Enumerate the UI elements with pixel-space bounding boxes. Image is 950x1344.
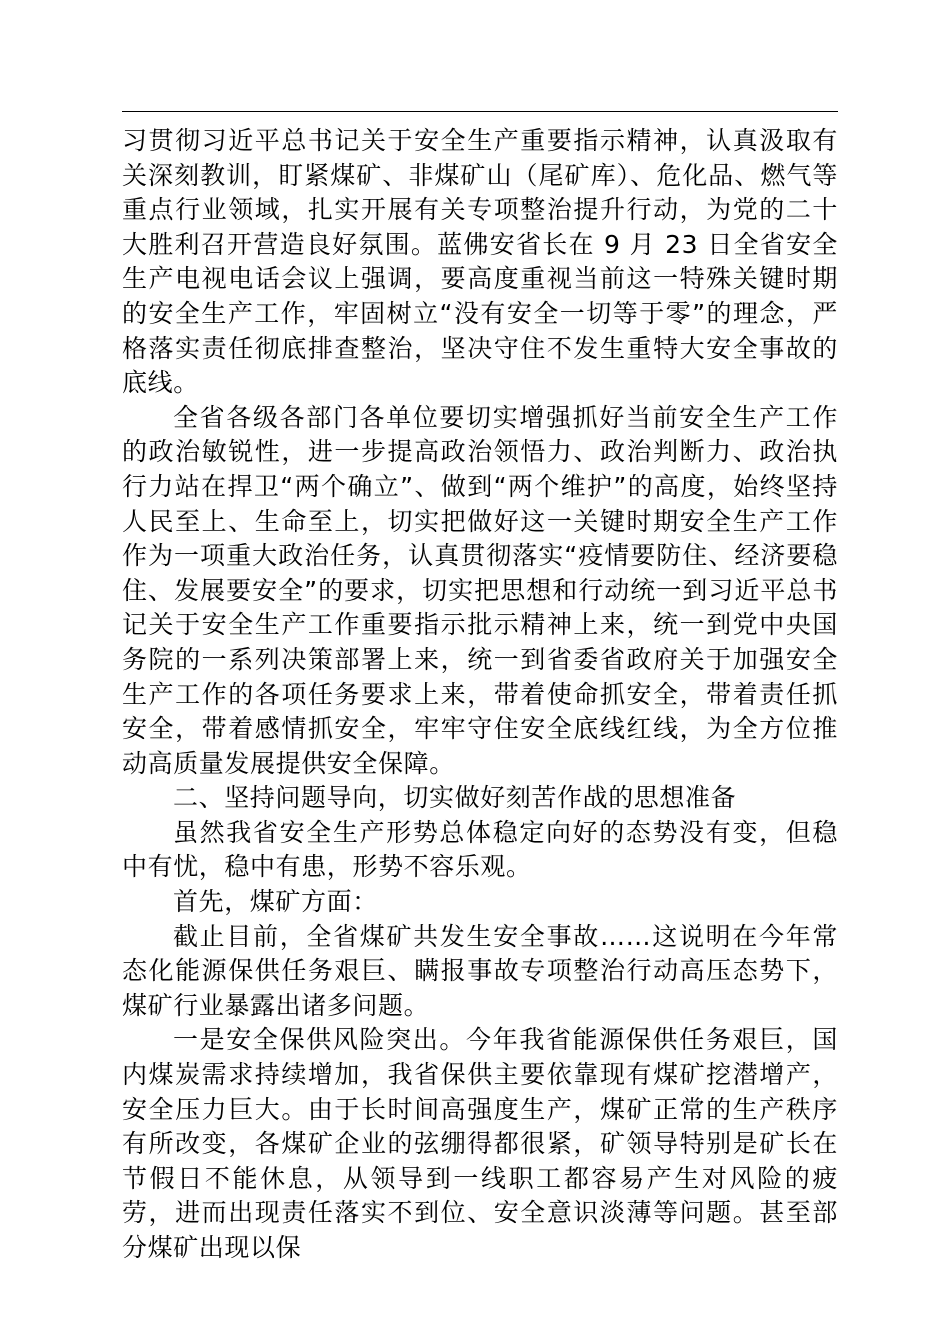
paragraph-continued: 习贯彻习近平总书记关于安全生产重要指示精神，认真汲取有关深刻教训，盯紧煤矿、非煤矿山（尾矿库）、危化品、燃气等重点行业领域，扎实开展有关专项整治提升行动，为党的二十大胜利召开营造良好氛围。蓝佛安省长在 9 月 23 日全省安全生产电视电话会议上强调，要高度重视当前这一特殊关键时期的安全生产工作，牢固树立“没有安全一切等于零”的理念，严格落实责任彻底排查整治，坚决守住不发生重特大安全事故的底线。: [122, 126, 838, 398]
paragraph: 虽然我省安全生产形势总体稳定向好的态势没有变，但稳中有忧，稳中有患，形势不容乐观。: [122, 817, 838, 882]
section-heading: 二、坚持问题导向，切实做好刻苦作战的思想准备: [173, 783, 737, 813]
paragraph: 全省各级各部门各单位要切实增强抓好当前安全生产工作的政治敏锐性，进一步提高政治领悟力、政治判断力、政治执行力站在捍卫“两个确立”、做到“两个维护”的高度，始终坚持人民至上、生命至上，切实把做好这一关键时期安全生产工作作为一项重大政治任务，认真贯彻落实“疫情要防住、经济要稳住、发展要安全”的要求，切实把思想和行动统一到习近平总书记关于安全生产工作重要指示批示精神上来，统一到党中央国务院的一系列决策部署上来，统一到省委省政府关于加强安全生产工作的各项任务要求上来，带着使命抓安全，带着责任抓安全，带着感情抓安全，牢牢守住安全底线红线，为全方位推动高质量发展提供安全保障。: [122, 402, 838, 778]
paragraph: 截止目前，全省煤矿共发生安全事故……这说明在今年常态化能源保供任务艰巨、瞒报事故专项整治行动高压态势下，煤矿行业暴露出诸多问题。: [122, 921, 838, 1020]
paragraph: 一是安全保供风险突出。今年我省能源保供任务艰巨，国内煤炭需求持续增加，我省保供主要依靠现有煤矿挖潜增产，安全压力巨大。由于长时间高强度生产，煤矿正常的生产秩序有所改变，各煤矿企业的弦绷得都很紧，矿领导特别是矿长在节假日不能休息，从领导到一线职工都容易产生对风险的疲劳，进而出现责任落实不到位、安全意识淡薄等问题。甚至部分煤矿出现以保: [122, 1025, 838, 1262]
paragraph: 首先，煤矿方面：: [173, 887, 378, 917]
header-rule: [122, 111, 838, 112]
document-body: [122, 124, 838, 1266]
